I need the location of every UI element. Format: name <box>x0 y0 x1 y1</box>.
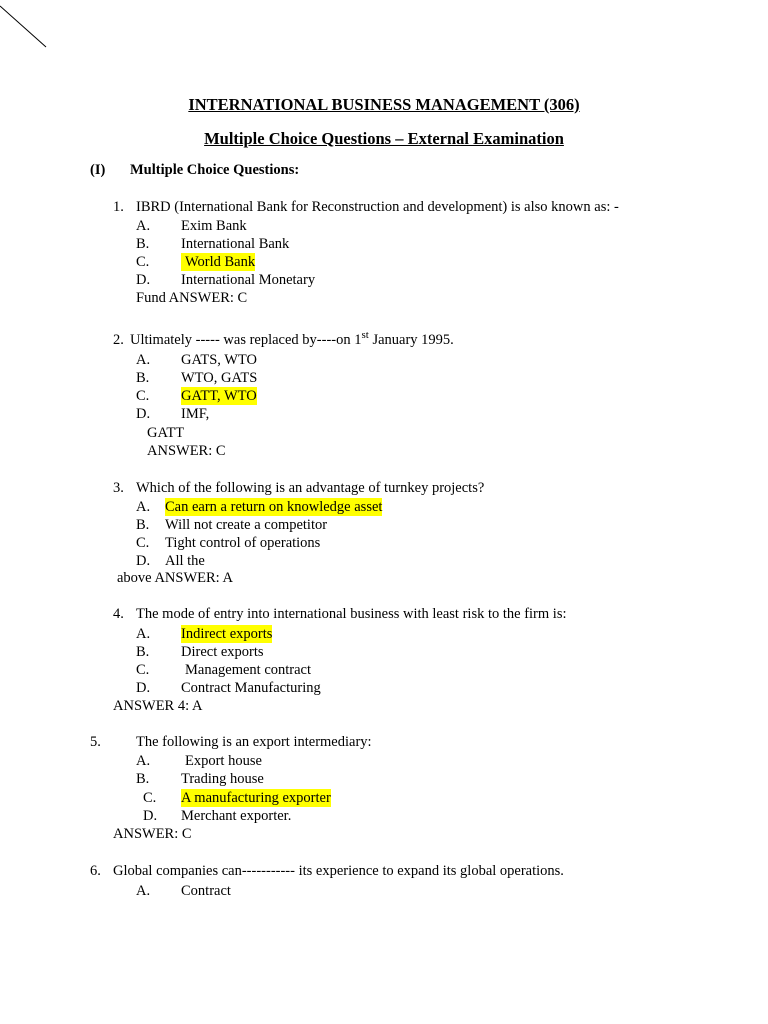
option-text: Trading house <box>181 771 264 787</box>
option-text: Export house <box>185 753 262 769</box>
option-letter: B. <box>136 771 150 787</box>
option-letter: C. <box>136 254 150 270</box>
option-letter: D. <box>136 553 151 569</box>
option-letter: D. <box>136 680 151 696</box>
option-text: Contract <box>181 883 231 899</box>
option-letter: B. <box>136 517 150 533</box>
answer-line: ANSWER: C <box>113 826 192 842</box>
option-text-highlighted: Can earn a return on knowledge asset <box>165 499 383 515</box>
question-number: 1. <box>113 199 124 215</box>
option-letter: A. <box>136 626 151 642</box>
option-letter: A. <box>136 218 151 234</box>
question-text: IBRD (International Bank for Reconstruction and development) is also known as: - <box>136 199 619 215</box>
question-number: 6. <box>90 863 101 879</box>
option-letter: D. <box>136 406 151 422</box>
question-number: 2. <box>113 332 124 348</box>
option-letter: A. <box>136 883 151 899</box>
option-letter: C. <box>143 790 157 806</box>
answer-line: Fund ANSWER: C <box>136 290 248 306</box>
answer-line: above ANSWER: A <box>117 570 233 586</box>
question-text: The mode of entry into international business with least risk to the firm is: <box>136 606 567 622</box>
document-title: INTERNATIONAL BUSINESS MANAGEMENT (306) <box>188 95 580 114</box>
option-text: International Monetary <box>181 272 316 288</box>
option-letter: C. <box>136 388 150 404</box>
question-text <box>130 331 454 349</box>
option-text: GATS, WTO <box>181 352 257 368</box>
option-letter: B. <box>136 644 150 660</box>
option-text-highlighted: Indirect exports <box>181 626 273 642</box>
question-text-end: January 1995. <box>368 332 454 348</box>
ordinal-suffix: st <box>361 329 369 341</box>
question-text: The following is an export intermediary: <box>136 734 372 750</box>
option-letter: A. <box>136 753 151 769</box>
question-number: 4. <box>113 606 124 622</box>
question-text-start: Ultimately ----- was replaced by----on 1 <box>130 332 362 348</box>
option-letter: A. <box>136 352 151 368</box>
option-letter: D. <box>143 808 158 824</box>
question-number: 5. <box>90 734 101 750</box>
option-text: Exim Bank <box>181 218 247 234</box>
option-text: IMF, <box>181 406 210 422</box>
answer-line: ANSWER 4: A <box>113 698 203 714</box>
option-letter: C. <box>136 535 150 551</box>
option-text: Merchant exporter. <box>181 808 292 824</box>
option-text: WTO, GATS <box>181 370 258 386</box>
section-number: (I) <box>90 162 106 178</box>
option-text: Tight control of operations <box>165 535 321 551</box>
option-letter: A. <box>136 499 151 515</box>
question-number: 3. <box>113 480 124 496</box>
option-text-highlighted: World Bank <box>181 253 255 271</box>
option-letter: B. <box>136 236 150 252</box>
option-text: Contract Manufacturing <box>181 680 321 696</box>
question-text: Which of the following is an advantage of turnkey projects? <box>136 480 485 496</box>
corner-crop-mark <box>0 0 60 60</box>
option-text: Will not create a competitor <box>165 517 328 533</box>
answer-line: ANSWER: C <box>147 443 226 459</box>
section-heading: Multiple Choice Questions: <box>130 162 300 178</box>
option-continuation: GATT <box>147 425 185 441</box>
option-text: Management contract <box>185 662 312 678</box>
option-text: International Bank <box>181 236 290 252</box>
option-letter: C. <box>136 662 150 678</box>
option-text: All the <box>165 553 205 569</box>
question-text: Global companies can----------- its experience to expand its global operations. <box>113 863 564 879</box>
document-subtitle: Multiple Choice Questions – External Examination <box>204 129 564 148</box>
option-letter: B. <box>136 370 150 386</box>
option-text-highlighted: A manufacturing exporter <box>181 790 331 806</box>
option-text: Direct exports <box>181 644 264 660</box>
option-text-highlighted: GATT, WTO <box>181 388 257 404</box>
option-letter: D. <box>136 272 151 288</box>
